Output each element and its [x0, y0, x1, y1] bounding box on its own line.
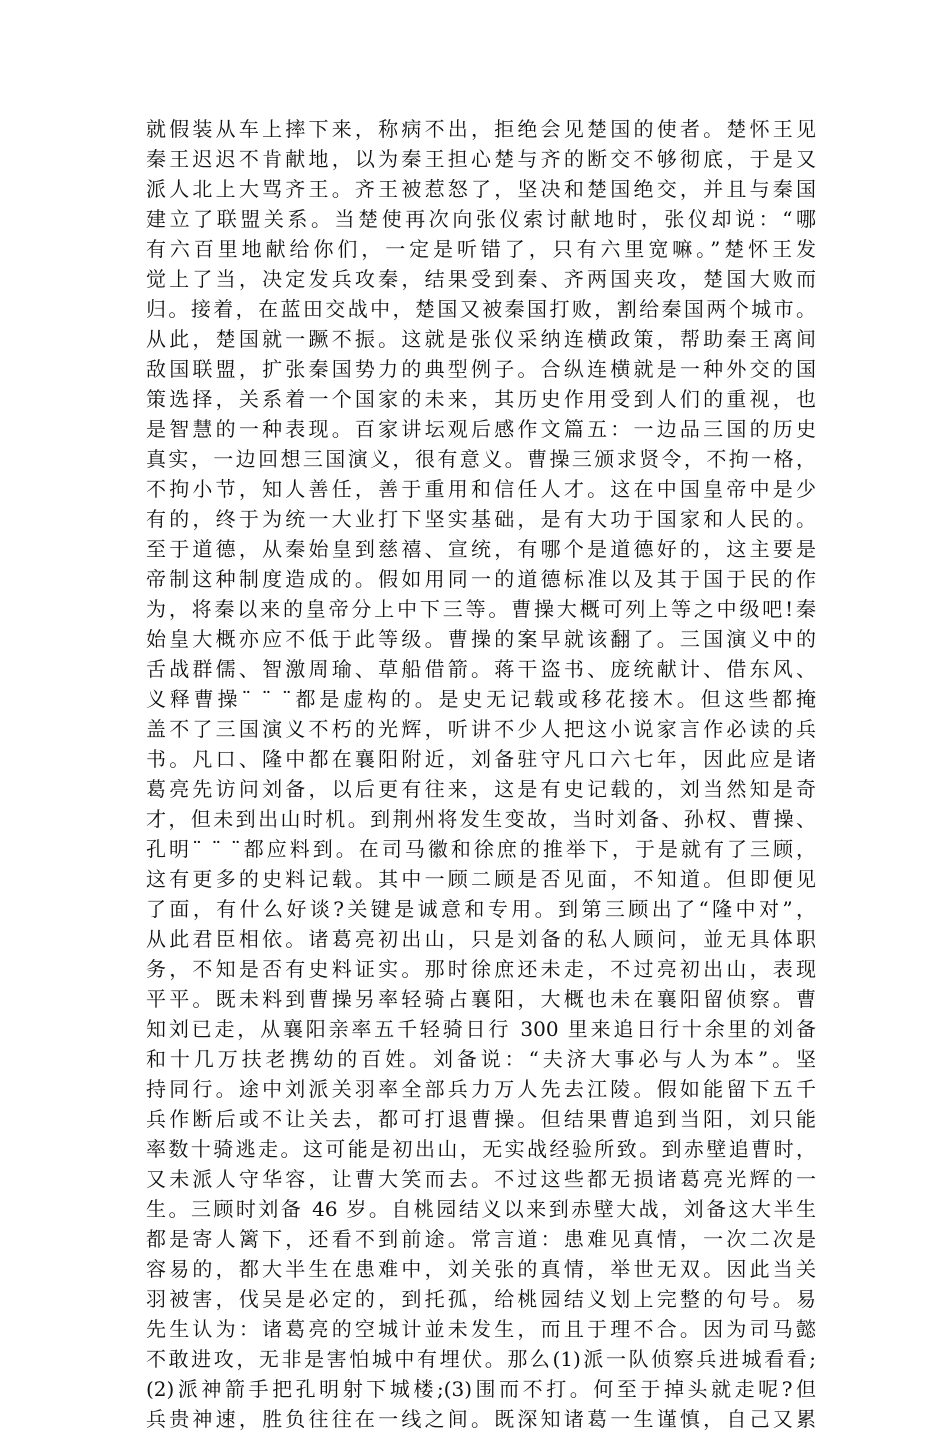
- text-line: 兵贵神速，胜负往往在一线之间。既深知诸葛一生谨慎，自己又累: [146, 1407, 816, 1431]
- text-line: 不敢进攻，无非是害怕城中有埋伏。那么(1)派一队侦察兵进城看看;: [146, 1347, 816, 1371]
- text-line: 敌国联盟，扩张秦国势力的典型例子。合纵连横就是一种外交的国: [146, 357, 816, 381]
- text-line: 容易的，都大半生在患难中，刘关张的真情，举世无双。因此当关: [146, 1257, 816, 1281]
- text-line: 派人北上大骂齐王。齐王被惹怒了，坚决和楚国绝交，并且与秦国: [146, 177, 816, 201]
- text-line: 葛亮先访问刘备，以后更有往来，这是有史记载的，刘当然知是奇: [146, 777, 816, 801]
- text-line: 生。三顾时刘备 46 岁。自桃园结义以来到赤壁大战，刘备这大半生: [146, 1197, 816, 1221]
- body-text: [146, 114, 816, 1434]
- text-line: 至于道德，从秦始皇到慈禧、宣统，有哪个是道德好的，这主要是: [146, 537, 816, 561]
- text-line: 建立了联盟关系。当楚使再次向张仪索讨献地时，张仪却说：“哪: [146, 207, 816, 231]
- text-line: 孔明¨ ¨ ¨都应料到。在司马徽和徐庶的推举下，于是就有了三顾，: [146, 837, 816, 861]
- text-line: (2)派神箭手把孔明射下城楼;(3)围而不打。何至于掉头就走呢?但: [146, 1377, 816, 1401]
- text-line: 是智慧的一种表现。百家讲坛观后感作文篇五：一边品三国的历史: [146, 417, 816, 441]
- text-line: 帝制这种制度造成的。假如用同一的道德标准以及其于国于民的作: [146, 567, 816, 591]
- text-line: 舌战群儒、智激周瑜、草船借箭。蒋干盗书、庞统献计、借东风、: [146, 657, 816, 681]
- text-line: 知刘已走，从襄阳亲率五千轻骑日行 300 里来追日行十余里的刘备: [146, 1017, 816, 1041]
- text-line: 为，将秦以来的皇帝分上中下三等。曹操大概可列上等之中级吧!秦: [146, 597, 816, 621]
- text-line: 有的，终于为统一大业打下坚实基础，是有大功于国家和人民的。: [146, 507, 816, 531]
- text-line: 有六百里地献给你们，一定是听错了，只有六里宽嘛。”楚怀王发: [146, 237, 816, 261]
- text-line: 平平。既未料到曹操另率轻骑占襄阳，大概也未在襄阳留侦察。曹: [146, 987, 816, 1011]
- text-line: 秦王迟迟不肯献地，以为秦王担心楚与齐的断交不够彻底，于是又: [146, 147, 816, 171]
- text-line: 率数十骑逃走。这可能是初出山，无实战经验所致。到赤壁追曹时，: [146, 1137, 816, 1161]
- text-line: 义释曹操¨ ¨ ¨都是虚构的。是史无记载或移花接木。但这些都掩: [146, 687, 816, 711]
- text-line: 兵作断后或不让关去，都可打退曹操。但结果曹追到当阳，刘只能: [146, 1107, 816, 1131]
- text-line: 策选择，关系着一个国家的未来，其历史作用受到人们的重视，也: [146, 387, 816, 411]
- text-line: 从此君臣相依。诸葛亮初出山，只是刘备的私人顾问，並无具体职: [146, 927, 816, 951]
- text-line: 又未派人守华容，让曹大笑而去。不过这些都无损诸葛亮光辉的一: [146, 1167, 816, 1191]
- text-line: 务，不知是否有史料证实。那时徐庶还未走，不过亮初出山，表现: [146, 957, 816, 981]
- text-line: 了面，有什么好谈?关键是诚意和专用。到第三顾出了“隆中对”，: [146, 897, 816, 921]
- text-line: 觉上了当，决定发兵攻秦，结果受到秦、齐两国夹攻，楚国大败而: [146, 267, 816, 291]
- text-line: 先生认为：诸葛亮的空城计並未发生，而且于理不合。因为司马懿: [146, 1317, 816, 1341]
- text-line: 羽被害，伐吴是必定的，到托孤，给桃园结义划上完整的句号。易: [146, 1287, 816, 1311]
- text-line: 盖不了三国演义不朽的光辉，听讲不少人把这小说家言作必读的兵: [146, 717, 816, 741]
- text-line: 都是寄人篱下，还看不到前途。常言道：患难见真情，一次二次是: [146, 1227, 816, 1251]
- text-line: 这有更多的史料记载。其中一顾二顾是否见面，不知道。但即便见: [146, 867, 816, 891]
- text-line: 就假装从车上摔下来，称病不出，拒绝会见楚国的使者。楚怀王见: [146, 117, 816, 141]
- text-line: 和十几万扶老携幼的百姓。刘备说：“夫济大事必与人为本”。坚: [146, 1047, 816, 1071]
- text-line: 不拘小节，知人善任，善于重用和信任人才。这在中国皇帝中是少: [146, 477, 816, 501]
- text-line: 才，但未到出山时机。到荆州将发生变故，当时刘备、孙权、曹操、: [146, 807, 816, 831]
- text-line: 真实，一边回想三国演义，很有意义。曹操三颁求贤令，不拘一格，: [146, 447, 816, 471]
- text-line: 始皇大概亦应不低于此等级。曹操的案早就该翻了。三国演义中的: [146, 627, 816, 651]
- text-line: 归。接着，在蓝田交战中，楚国又被秦国打败，割给秦国两个城市。: [146, 297, 816, 321]
- text-line: 持同行。途中刘派关羽率全部兵力万人先去江陵。假如能留下五千: [146, 1077, 816, 1101]
- text-line: 书。凡口、隆中都在襄阳附近，刘备驻守凡口六七年，因此应是诸: [146, 747, 816, 771]
- text-line: 从此，楚国就一蹶不振。这就是张仪采纳连横政策，帮助秦王离间: [146, 327, 816, 351]
